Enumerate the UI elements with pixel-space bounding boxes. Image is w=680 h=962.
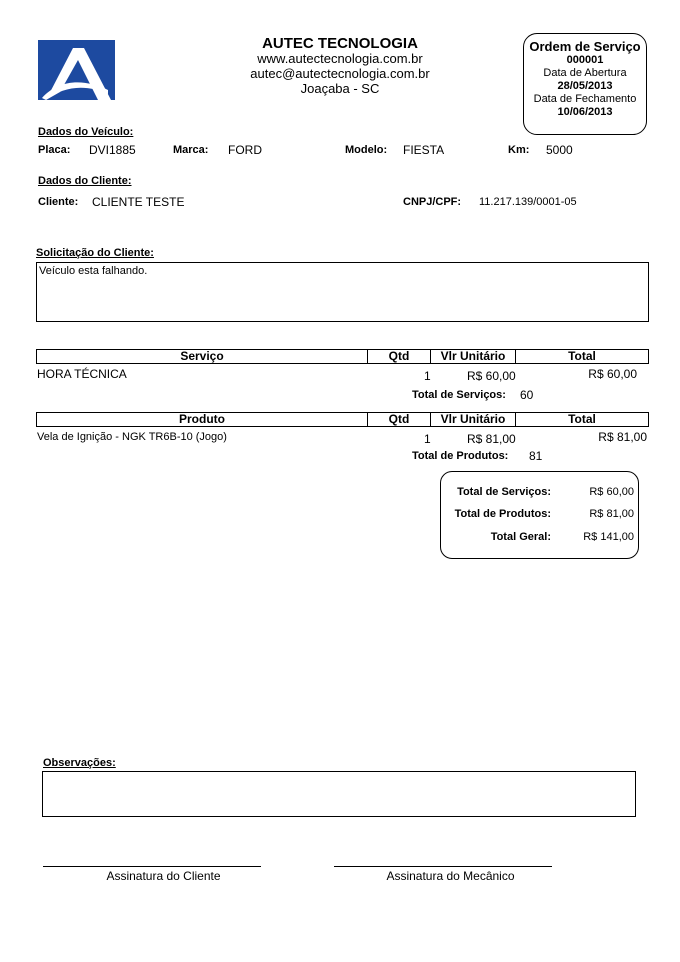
product-row-unit: R$ 81,00 (467, 432, 516, 446)
products-col-unit: Vlr Unitário (440, 412, 506, 426)
service-row-total: R$ 60,00 (588, 367, 637, 381)
services-table-header (36, 349, 649, 364)
company-city: Joaçaba - SC (300, 81, 380, 96)
km-label: Km: (508, 144, 530, 156)
client-signature-label: Assinatura do Cliente (106, 869, 221, 883)
services-col-qty: Qtd (388, 349, 410, 363)
client-signature-line (43, 866, 261, 867)
notes-title: Observações: (43, 757, 116, 769)
product-row-desc: Vela de Ignição - NGK TR6B-10 (Jogo) (37, 431, 227, 443)
company-website: www.autectecnologia.com.br (257, 51, 423, 66)
products-table-header (36, 412, 649, 427)
products-total-label: Total de Produtos: (412, 450, 509, 462)
request-box (36, 262, 649, 322)
summary-products-value: R$ 81,00 (589, 508, 634, 520)
order-info-box (523, 33, 647, 135)
service-row-desc: HORA TÉCNICA (37, 367, 127, 381)
plate-value: DVI1885 (89, 143, 136, 157)
company-name: AUTEC TECNOLOGIA (262, 35, 418, 52)
summary-grand-label: Total Geral: (490, 531, 551, 543)
request-title: Solicitação do Cliente: (36, 247, 154, 259)
brand-value: FORD (228, 143, 262, 157)
notes-box (42, 771, 636, 817)
close-date: 10/06/2013 (557, 106, 613, 118)
client-name-value: CLIENTE TESTE (92, 195, 185, 209)
model-value: FIESTA (403, 143, 445, 157)
services-total-label: Total de Serviços: (412, 389, 506, 401)
company-email: autec@autectecnologia.com.br (250, 66, 430, 81)
client-section-title: Dados do Cliente: (38, 175, 132, 187)
service-row-unit: R$ 60,00 (467, 369, 516, 383)
brand-label: Marca: (173, 144, 209, 156)
km-value: 5000 (546, 143, 573, 157)
summary-services-label: Total de Serviços: (457, 486, 551, 498)
vehicle-section-title: Dados do Veículo: (38, 126, 134, 138)
summary-products-label: Total de Produtos: (454, 508, 551, 520)
summary-services-value: R$ 60,00 (589, 486, 634, 498)
products-col-desc: Produto (179, 412, 225, 426)
products-col-total: Total (568, 412, 596, 426)
products-total-value: 81 (529, 449, 543, 463)
company-header (230, 36, 450, 96)
request-text: Veículo esta falhando. (39, 265, 148, 277)
summary-grand-value: R$ 141,00 (583, 531, 634, 543)
services-col-desc: Serviço (180, 349, 224, 363)
mechanic-signature-line (334, 866, 552, 867)
model-label: Modelo: (345, 144, 388, 156)
close-date-label: Data de Fechamento (533, 93, 637, 105)
totals-summary-box (440, 471, 639, 559)
services-col-unit: Vlr Unitário (440, 349, 506, 363)
product-row-qty: 1 (424, 432, 431, 446)
company-logo (38, 40, 115, 100)
services-total-value: 60 (520, 388, 534, 402)
products-col-qty: Qtd (388, 412, 410, 426)
open-date: 28/05/2013 (557, 80, 613, 92)
client-name-label: Cliente: (38, 196, 79, 208)
mechanic-signature-label: Assinatura do Mecânico (386, 869, 515, 883)
client-doc-value: 11.217.139/0001-05 (479, 196, 577, 208)
plate-label: Placa: (38, 144, 71, 156)
logo-a-icon (38, 40, 115, 100)
services-col-total: Total (568, 349, 596, 363)
product-row-total: R$ 81,00 (598, 430, 647, 444)
client-doc-label: CNPJ/CPF: (403, 196, 462, 208)
notes-text (43, 772, 635, 776)
order-number: 000001 (566, 54, 604, 66)
service-row-qty: 1 (424, 369, 431, 383)
order-title: Ordem de Serviço (529, 39, 641, 54)
open-date-label: Data de Abertura (543, 67, 627, 79)
